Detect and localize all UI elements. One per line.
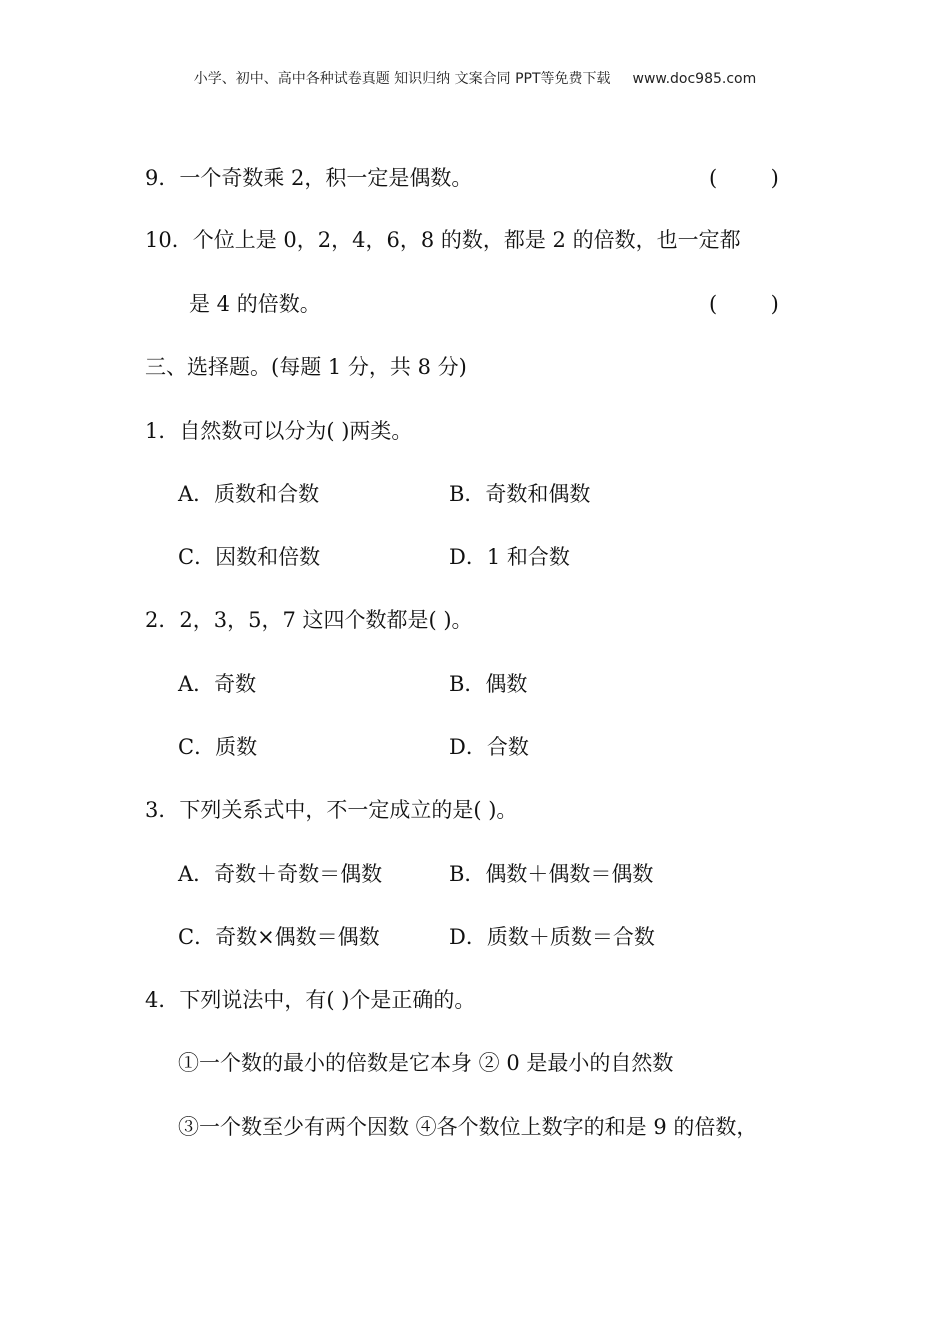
q4-statements-line2: ③一个数至少有两个因数 ④各个数位上数字的和是 9 的倍数， (178, 1115, 758, 1139)
q1-option-b[interactable]: B．奇数和偶数 (449, 482, 591, 506)
q3-option-b[interactable]: B．偶数＋偶数＝偶数 (449, 862, 654, 886)
q1-option-d[interactable]: D．1 和合数 (449, 545, 570, 569)
question-10-line2: 是 4 的倍数。 (189, 292, 321, 316)
answer-paren-9[interactable]: ( ) (709, 166, 779, 190)
q1-option-a[interactable]: A．质数和合数 (178, 482, 320, 506)
header-site: www.doc985.com (632, 71, 757, 87)
header-text: 小学、初中、高中各种试卷真题 知识归纳 文案合同 PPT等免费下载 (193, 71, 611, 87)
q2-option-c[interactable]: C．质数 (178, 735, 258, 759)
page-header (0, 68, 950, 88)
q3-option-c[interactable]: C．奇数×偶数＝偶数 (178, 925, 380, 949)
q3-option-d[interactable]: D．质数＋质数＝合数 (449, 925, 655, 949)
q2-option-d[interactable]: D．合数 (449, 735, 529, 759)
q2-option-a[interactable]: A．奇数 (178, 672, 257, 696)
question-10-line1: 10．个位上是 0，2，4，6，8 的数，都是 2 的倍数，也一定都 (145, 228, 741, 252)
question-2-stem: 2．2，3，5，7 这四个数都是( )。 (145, 608, 473, 632)
q2-option-b[interactable]: B．偶数 (449, 672, 528, 696)
q1-option-c[interactable]: C．因数和倍数 (178, 545, 321, 569)
q3-option-a[interactable]: A．奇数＋奇数＝偶数 (178, 862, 383, 886)
answer-paren-10[interactable]: ( ) (709, 292, 779, 316)
question-3-stem: 3．下列关系式中，不一定成立的是( )。 (145, 798, 518, 822)
section-title: 三、选择题。(每题 1 分，共 8 分) (145, 355, 467, 379)
question-4-stem: 4．下列说法中，有( )个是正确的。 (145, 988, 476, 1012)
question-1-stem: 1．自然数可以分为( )两类。 (145, 419, 413, 443)
question-9: 9．一个奇数乘 2，积一定是偶数。 (145, 166, 473, 190)
q4-statements-line1: ①一个数的最小的倍数是它本身 ② 0 是最小的自然数 (178, 1051, 674, 1075)
